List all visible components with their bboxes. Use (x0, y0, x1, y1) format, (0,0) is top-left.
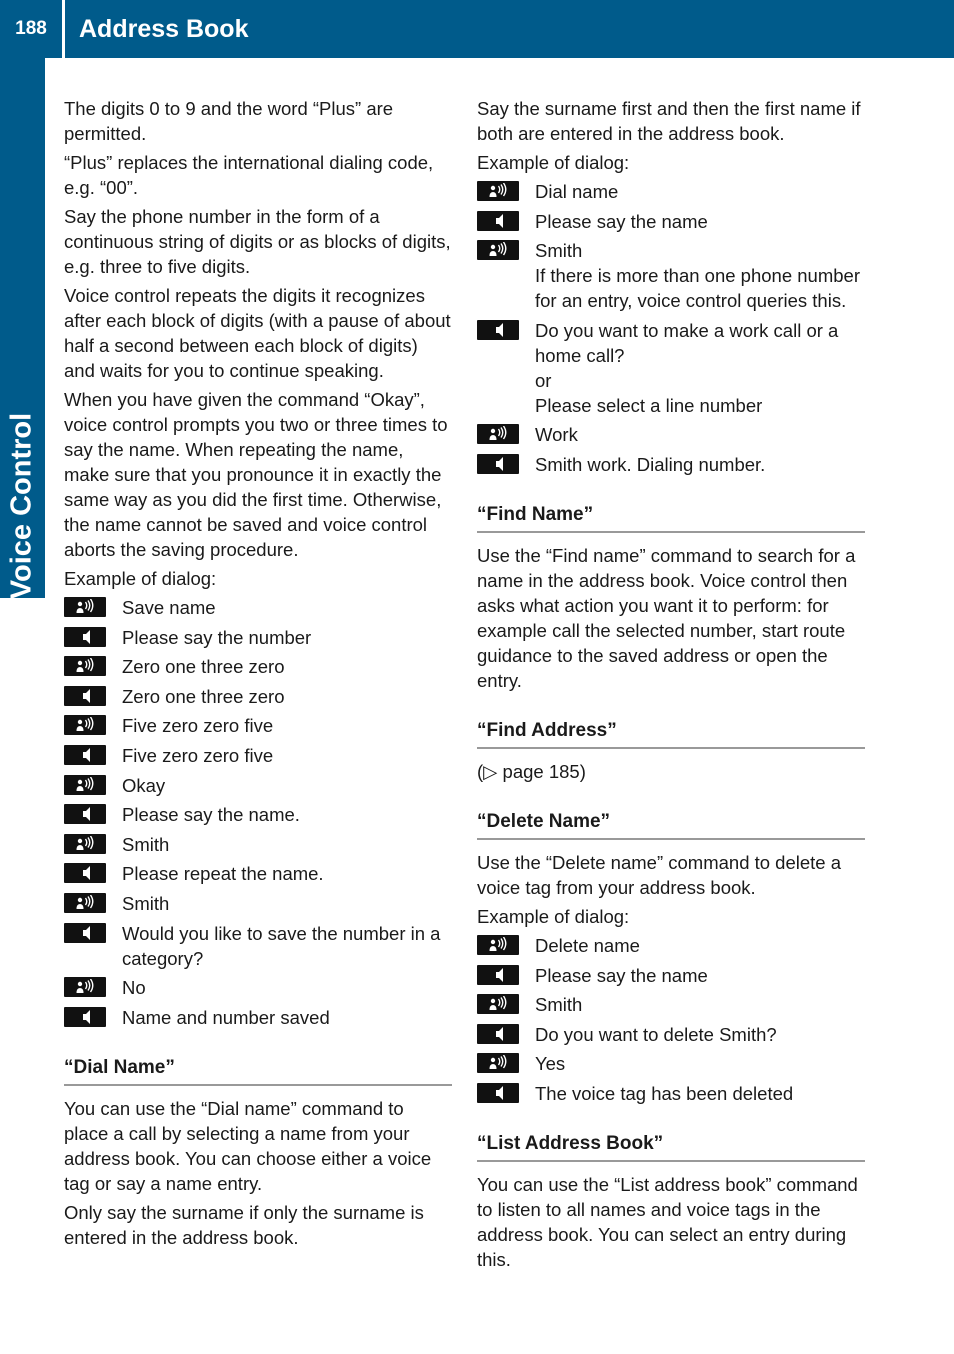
system-speaks-icon (64, 804, 106, 824)
dialog-row (64, 773, 452, 798)
dialog-row (64, 684, 452, 709)
system-speaks-icon (64, 745, 106, 765)
dialog-row (477, 179, 865, 204)
side-tab-label: Voice Control (5, 412, 38, 600)
user-speaks-icon (64, 715, 106, 735)
dialog-text (535, 179, 865, 204)
chapter-title: Address Book (79, 14, 249, 43)
dialog-line: Please say the name. (122, 804, 300, 826)
dialog-line: No (122, 977, 146, 999)
dialog-row (64, 625, 452, 650)
side-tab (0, 58, 45, 598)
dialog-line: Would you like to save the number in a category? (122, 922, 441, 969)
user-speaks-icon (64, 977, 106, 997)
delete-name-section (477, 809, 865, 1106)
user-speaks-icon (477, 1053, 519, 1073)
dialog-line: Smith (122, 892, 170, 914)
dialog-text (122, 832, 452, 857)
page-reference: (▷ page 185) (477, 760, 586, 782)
paragraph: Use the “Find name” command to search for a name in the address book. Voice control then asks what action you want it to perform: for example call the selected number, start route guidance to the saved address or open the entry. (477, 544, 856, 691)
dialog-line: Zero one three zero (122, 656, 285, 678)
right-column (477, 96, 865, 1276)
dialog-row (477, 933, 865, 958)
dialog-row (477, 318, 865, 418)
dialog-row (64, 743, 452, 768)
dialog-line: Work (535, 424, 578, 446)
dialog-row (64, 713, 452, 738)
dialog-example (477, 933, 865, 1106)
user-speaks-icon (477, 935, 519, 955)
dialog-row (64, 595, 452, 620)
system-speaks-icon (477, 1083, 519, 1103)
dialog-line: Please say the name (535, 964, 708, 986)
user-speaks-icon (64, 775, 106, 795)
dialog-line: The voice tag has been deleted (535, 1082, 794, 1104)
paragraph: Say the phone number in the form of a continuous string of digits or as blocks of digits, e.g. three to five digits. (64, 206, 451, 277)
dialog-text (122, 921, 452, 971)
dialog-text (122, 861, 452, 886)
dialog-text (122, 625, 452, 650)
section-heading: “Delete Name” (477, 809, 865, 840)
dialog-text (535, 318, 865, 418)
dialog-text (535, 1081, 865, 1106)
system-speaks-icon (477, 1024, 519, 1044)
dialog-text (122, 773, 452, 798)
dialog-intro: Example of dialog: (477, 905, 630, 927)
find-name-section (477, 502, 865, 693)
left-column (64, 96, 452, 1254)
dialog-text (122, 975, 452, 1000)
dialog-row (477, 1051, 865, 1076)
dialog-text (122, 595, 452, 620)
user-speaks-icon (64, 597, 106, 617)
system-speaks-icon (477, 454, 519, 474)
page-header (0, 0, 954, 58)
dialog-row (64, 891, 452, 916)
dialog-text (535, 1022, 865, 1047)
dialog-line: Five zero zero five (122, 715, 274, 737)
dialog-line: Please say the number (122, 626, 312, 648)
dialog-row (477, 992, 865, 1017)
dialog-line: Five zero zero five (122, 744, 274, 766)
paragraph: Use the “Delete name” command to delete a voice tag from your address book. (477, 851, 842, 898)
page-number: 188 (15, 18, 47, 39)
user-speaks-icon (477, 240, 519, 260)
dialog-text (122, 684, 452, 709)
dialog-row (64, 975, 452, 1000)
header-divider (62, 0, 65, 58)
dialog-intro: Example of dialog: (64, 568, 217, 589)
dialog-row (64, 861, 452, 886)
paragraph: “Plus” replaces the international dialing code, e.g. “00”. (64, 152, 434, 198)
dialog-text (122, 713, 452, 738)
paragraph: You can use the “Dial name” command to place a call by selecting a name from your address book. You can choose either a voice tag or say a name entry. (64, 1097, 432, 1194)
dialog-note: If there is more than one phone number for an entry, voice control queries this. (535, 265, 860, 312)
paragraph: Only say the surname if only the surname is entered in the address book. (64, 1201, 424, 1248)
dialog-row (477, 963, 865, 988)
user-speaks-icon (477, 181, 519, 201)
system-speaks-icon (477, 320, 519, 340)
dialog-text (535, 992, 865, 1017)
dialog-line: Name and number saved (122, 1006, 330, 1028)
system-speaks-icon (477, 965, 519, 985)
dialog-text (535, 1051, 865, 1076)
dial-name-section (64, 1055, 452, 1250)
paragraph: Say the surname first and then the first name if both are entered in the address book. (477, 98, 861, 144)
dialog-text (535, 422, 865, 447)
user-speaks-icon (64, 656, 106, 676)
dialog-text (535, 933, 865, 958)
system-speaks-icon (64, 923, 106, 943)
dialog-note: Please select a line number (535, 394, 763, 416)
dialog-row (64, 1005, 452, 1030)
dialog-line: Smith work. Dialing number. (535, 453, 766, 475)
dialog-text (535, 452, 865, 477)
dialog-text (122, 802, 452, 827)
dialog-line: Okay (122, 774, 166, 796)
dialog-row (64, 832, 452, 857)
dialog-text (122, 654, 452, 679)
section-heading: “Find Address” (477, 718, 865, 749)
dialog-text (535, 963, 865, 988)
list-address-book-section (477, 1131, 865, 1272)
dialog-row (477, 209, 865, 234)
paragraph: The digits 0 to 9 and the word “Plus” are permitted. (64, 98, 394, 144)
user-speaks-icon (477, 994, 519, 1014)
dialog-text (122, 891, 452, 916)
dialog-row (64, 921, 452, 971)
dialog-row (64, 802, 452, 827)
dialog-text (122, 1005, 452, 1030)
user-speaks-icon (477, 424, 519, 444)
dialog-row (477, 1022, 865, 1047)
dialog-example (477, 179, 865, 477)
section-heading: “Dial Name” (64, 1055, 452, 1086)
dialog-note: or (535, 369, 552, 391)
user-speaks-icon (64, 834, 106, 854)
dialog-text (122, 743, 452, 768)
dialog-intro: Example of dialog: (477, 152, 630, 173)
dialog-line: Delete name (535, 934, 640, 956)
find-address-section (477, 718, 865, 784)
dialog-line: Do you want to make a work call or a home call? (535, 319, 839, 366)
dialog-row (477, 238, 865, 313)
dialog-text (535, 209, 865, 234)
dialog-row (477, 422, 865, 447)
dialog-line: Save name (122, 597, 216, 618)
dialog-line: Smith (535, 994, 583, 1016)
dialog-line: Smith (122, 833, 170, 855)
dialog-line: Do you want to delete Smith? (535, 1023, 777, 1045)
system-speaks-icon (64, 627, 106, 647)
dialog-line: Dial name (535, 181, 619, 202)
dialog-line: Smith (535, 240, 583, 262)
section-heading: “List Address Book” (477, 1131, 865, 1162)
paragraph: You can use the “List address book” command to listen to all names and voice tags in the address book. You can select an entry during this. (477, 1173, 858, 1270)
system-speaks-icon (64, 686, 106, 706)
user-speaks-icon (64, 893, 106, 913)
dialog-row (477, 452, 865, 477)
dialog-example (64, 595, 452, 1030)
dialog-line: Zero one three zero (122, 685, 285, 707)
system-speaks-icon (477, 211, 519, 231)
dialog-line: Please repeat the name. (122, 863, 324, 885)
dialog-text (535, 238, 865, 313)
dialog-row (64, 654, 452, 679)
paragraph: When you have given the command “Okay”, voice control prompts you two or three times to say the name. When repeating the name, make sure that you pronounce it in exactly the same way as you did the first time. Otherwise, the name cannot be saved and voice control aborts the saving procedure. (64, 389, 448, 560)
system-speaks-icon (64, 863, 106, 883)
system-speaks-icon (64, 1007, 106, 1027)
dialog-line: Please say the name (535, 210, 708, 232)
dialog-line: Yes (535, 1053, 566, 1075)
section-heading: “Find Name” (477, 502, 865, 533)
paragraph: Voice control repeats the digits it recognizes after each block of digits (with a pause of about half a second between each block of digits) and waits for you to continue speaking. (64, 285, 451, 381)
dialog-row (477, 1081, 865, 1106)
